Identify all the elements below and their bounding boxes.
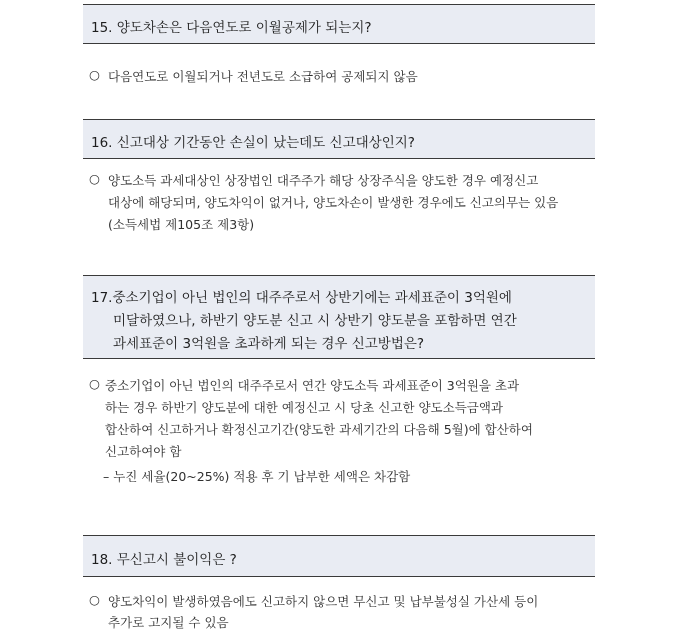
answer-line: 양도차익이 발생하였음에도 신고하지 않으면 무신고 및 납부불성실 가산세 등이 (108, 594, 539, 609)
answer-line: 신고하여야 함 (105, 444, 182, 459)
question-box-18 (83, 535, 595, 577)
bullet-circle: ○ (89, 592, 100, 607)
question-box-16 (83, 119, 595, 159)
answer-line: 대상에 해당되며, 양도차익이 없거나, 양도차손이 발생한 경우에도 신고의무는 있음 (108, 195, 559, 210)
answer-line: 다음연도로 이월되거나 전년도로 소급하여 공제되지 않음 (108, 69, 418, 84)
answer-line: 추가로 고지될 수 있음 (108, 615, 229, 630)
answer-line: 하는 경우 하반기 양도분에 대한 예정신고 시 당초 신고한 양도소득금액과 (105, 400, 504, 415)
sub-note: – 누진 세율(20~25%) 적용 후 기 납부한 세액은 차감함 (103, 469, 411, 484)
question-text: 18. 무신고시 불이익은 ? (91, 552, 237, 568)
bullet-circle: ○ (89, 171, 100, 186)
answer-line: (소득세법 제105조 제3항) (108, 217, 255, 232)
answer-line: 양도소득 과세대상인 상장법인 대주주가 해당 상장주식을 양도한 경우 예정신고 (108, 173, 539, 188)
bullet-circle: ○ (89, 376, 100, 391)
question-box-15 (83, 4, 595, 44)
question-text: 15. 양도차손은 다음연도로 이월공제가 되는지? (91, 20, 372, 36)
answer-line: 중소기업이 아닌 법인의 대주주로서 연간 양도소득 과세표준이 3억원을 초과 (105, 378, 520, 393)
question-text: 16. 신고대상 기간동안 손실이 났는데도 신고대상인지? (91, 135, 415, 151)
question-box-17 (83, 275, 595, 359)
answer-line: 합산하여 신고하거나 확정신고기간(양도한 과세기간의 다음해 5월)에 합산하여 (105, 422, 533, 437)
question-text: 과세표준이 3억원을 초과하게 되는 경우 신고방법은? (113, 336, 425, 352)
question-text: 미달하였으나, 하반기 양도분 신고 시 상반기 양도분을 포함하면 연간 (113, 313, 517, 329)
bullet-circle: ○ (89, 67, 100, 82)
question-text: 17.중소기업이 아닌 법인의 대주주로서 상반기에는 과세표준이 3억원에 (91, 290, 512, 306)
